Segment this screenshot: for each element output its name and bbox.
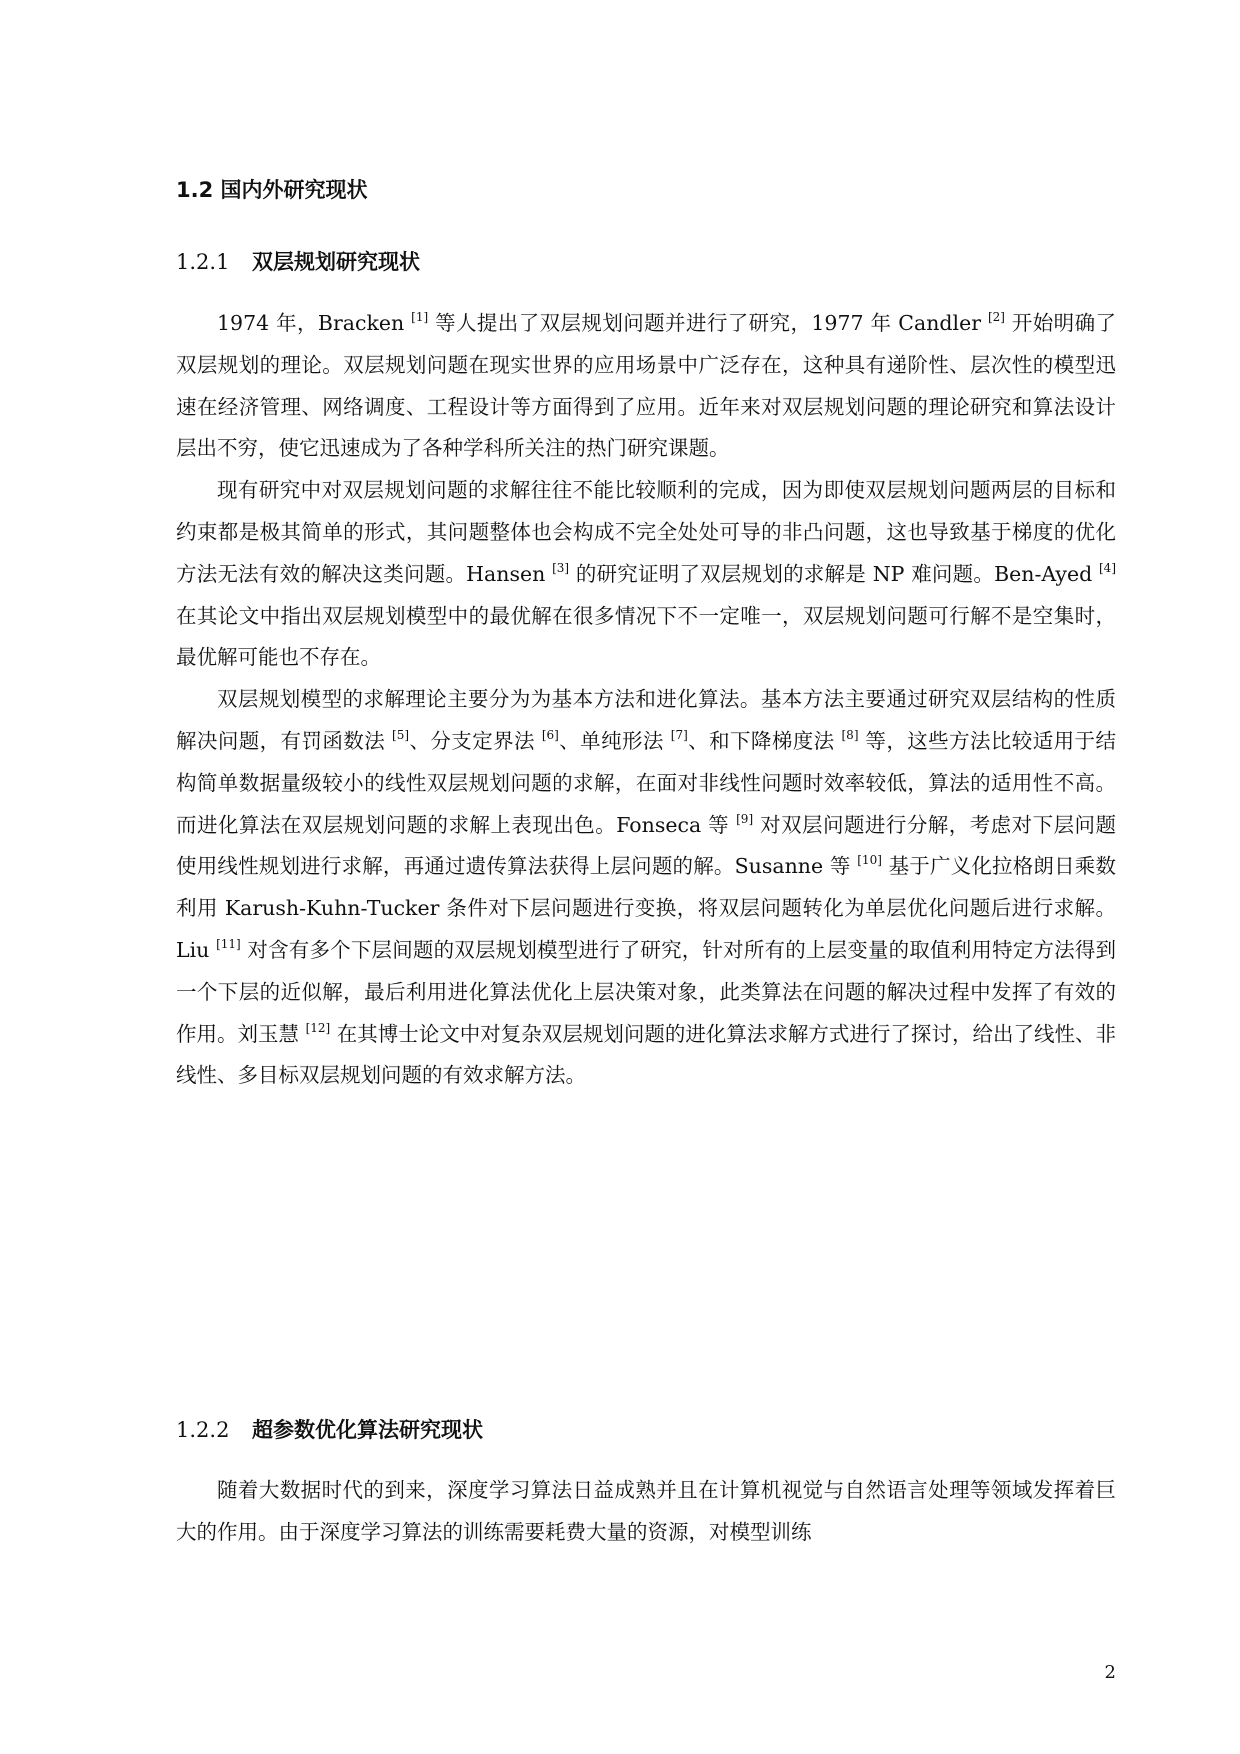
- paragraph: 双层规划模型的求解理论主要分为为基本方法和进化算法。基本方法主要通过研究双层结构的性质解决问题，有罚函数法 [5]、分支定界法 [6]、单纯形法 [7]、和下降梯度法 [8] 等，这些方法比较适用于结构简单数据量级较小的线性双层规划问题的求解，在面对非线性问题时效率较低，算法的适用性不高。而进化算法在双层规划问题的求解上表现出色。Fonseca 等 [9] 对双层问题进行分解，考虑对下层问题使用线性规划进行求解，再通过遗传算法获得上层问题的解。Susanne 等 [10] 基于广义化拉格朗日乘数利用 Karush-Kuhn-Tucker 条件对下层问题进行变换，将双层问题转化为单层优化问题后进行求解。Liu [11] 对含有多个下层间题的双层规划模型进行了研究，针对所有的上层变量的取值利用特定方法得到一个下层的近似解，最后利用进化算法优化上层决策对象，此类算法在问题的解决过程中发挥了有效的作用。刘玉慧 [12] 在其博士论文中对复杂双层规划问题的进化算法求解方式进行了探讨，给出了线性、非线性、多目标双层规划问题的有效求解方法。: [176, 687, 1117, 1088]
- subsection-title: 超参数优化算法研究现状: [252, 1418, 483, 1442]
- citation-ref[interactable]: [10]: [857, 853, 882, 868]
- citation-ref[interactable]: [4]: [1099, 560, 1116, 575]
- citation-ref[interactable]: [12]: [305, 1020, 331, 1035]
- paragraph: 随着大数据时代的到来，深度学习算法日益成熟并且在计算机视觉与自然语言处理等领域发挥着巨大的作用。由于深度学习算法的训练需要耗费大量的资源，对模型训练: [176, 1478, 1116, 1544]
- citation-ref[interactable]: [3]: [552, 560, 570, 575]
- subsection-body-2: [176, 1470, 1116, 1554]
- subsection-heading-1: [176, 246, 420, 276]
- section-heading: 1.2 国内外研究现状: [176, 178, 368, 202]
- page-number: 2: [1104, 1662, 1116, 1683]
- citation-ref[interactable]: [7]: [670, 727, 688, 742]
- citation-ref[interactable]: [9]: [736, 811, 754, 826]
- citation-ref[interactable]: [8]: [841, 727, 859, 742]
- citation-ref[interactable]: [1]: [411, 310, 429, 324]
- citation-ref[interactable]: [11]: [216, 936, 241, 951]
- subsection-heading-2: [176, 1414, 483, 1444]
- citation-ref[interactable]: [2]: [987, 310, 1005, 324]
- subsection-number: 1.2.1: [176, 250, 230, 274]
- paragraph: 1974 年，Bracken [1] 等人提出了双层规划问题并进行了研究，1977 年 Candler [2] 开始明确了双层规划的理论。双层规划问题在现实世界的应用场景中广泛存在，这种具有递阶性、层次性的模型迅速在经济管理、网络调度、工程设计等方面得到了应用。近年来对双层规划问题的理论研究和算法设计层出不穷，使它迅速成为了各种学科所关注的热门研究课题。: [176, 310, 1116, 461]
- citation-ref[interactable]: [6]: [541, 727, 559, 742]
- paragraph: 现有研究中对双层规划问题的求解往往不能比较顺利的完成，因为即使双层规划问题两层的目标和约束都是极其简单的形式，其问题整体也会构成不完全处处可导的非凸问题，这也导致基于梯度的优化方法无法有效的解决这类问题。Hansen [3] 的研究证明了双层规划的求解是 NP 难问题。Ben-Ayed [4] 在其论文中指出双层规划模型中的最优解在很多情况下不一定唯一，双层规划问题可行解不是空集时，最优解可能也不存在。: [176, 478, 1116, 670]
- subsection-title: 双层规划研究现状: [252, 250, 420, 274]
- subsection-number: 1.2.2: [176, 1418, 230, 1442]
- citation-ref[interactable]: [5]: [392, 727, 410, 742]
- subsection-body-1: [176, 303, 1116, 1097]
